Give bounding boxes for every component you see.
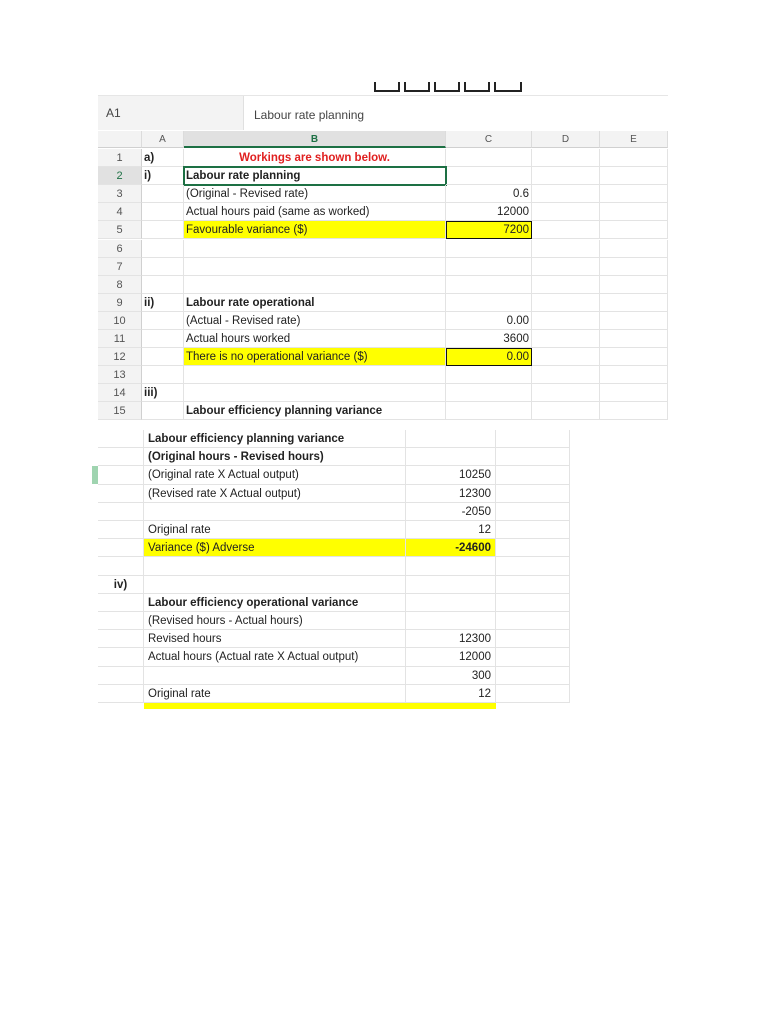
- cell-b[interactable]: (Original rate X Actual output): [144, 466, 406, 484]
- table-row: [98, 258, 668, 276]
- name-box[interactable]: A1: [98, 96, 244, 130]
- row-header[interactable]: 11: [98, 330, 142, 348]
- cell-c[interactable]: 12300: [406, 630, 496, 648]
- cell-b[interactable]: Original rate: [144, 521, 406, 539]
- cell-b[interactable]: Labour efficiency planning variance: [144, 430, 406, 448]
- cell-c[interactable]: [446, 258, 532, 276]
- cell-d[interactable]: [532, 294, 600, 312]
- cell-b[interactable]: [184, 366, 446, 384]
- column-header-c[interactable]: C: [446, 131, 532, 148]
- cell-b[interactable]: [184, 276, 446, 294]
- cell-d[interactable]: [496, 576, 570, 594]
- cell-a[interactable]: [98, 648, 144, 666]
- row-header[interactable]: 7: [98, 258, 142, 276]
- cell-a[interactable]: i): [142, 167, 184, 185]
- cell-a[interactable]: [142, 258, 184, 276]
- table-row: [98, 576, 570, 594]
- cell-c[interactable]: [446, 167, 532, 185]
- table-row: [98, 366, 668, 384]
- cell-c[interactable]: [406, 557, 496, 575]
- row-header[interactable]: 14: [98, 384, 142, 402]
- row-header[interactable]: 6: [98, 240, 142, 258]
- column-header-a[interactable]: A: [142, 131, 184, 148]
- table-row: [98, 203, 668, 221]
- cell-e[interactable]: [600, 240, 668, 258]
- row-header[interactable]: 1: [98, 149, 142, 167]
- cell-a[interactable]: [98, 503, 144, 521]
- cell-d[interactable]: [496, 503, 570, 521]
- cell-a[interactable]: [142, 240, 184, 258]
- cell-b[interactable]: Variance ($) Adverse: [144, 539, 406, 557]
- row-header[interactable]: 3: [98, 185, 142, 203]
- cell-a[interactable]: [142, 276, 184, 294]
- cell-a[interactable]: [98, 539, 144, 557]
- cell-a[interactable]: [142, 185, 184, 203]
- cell-c[interactable]: [446, 276, 532, 294]
- cell-c[interactable]: 300: [406, 667, 496, 685]
- row-header[interactable]: 12: [98, 348, 142, 366]
- formula-input[interactable]: Labour rate planning: [254, 108, 365, 122]
- table-row: [98, 221, 668, 239]
- table-row: [98, 667, 570, 685]
- table-row: [98, 312, 668, 330]
- row-header[interactable]: 2: [98, 167, 142, 185]
- table-row: [98, 448, 570, 466]
- cell-d[interactable]: [532, 185, 600, 203]
- cell-e[interactable]: [600, 294, 668, 312]
- cell-d[interactable]: [532, 348, 600, 366]
- cell-b[interactable]: [184, 258, 446, 276]
- table-row: [98, 430, 570, 448]
- cell-d[interactable]: [496, 466, 570, 484]
- cell-c[interactable]: [446, 384, 532, 402]
- table-row: [98, 240, 668, 258]
- row-header[interactable]: 15: [98, 402, 142, 420]
- cell-a[interactable]: [98, 557, 144, 575]
- corner-select-all[interactable]: [98, 131, 142, 148]
- cell-d[interactable]: [496, 612, 570, 630]
- toolbar-button[interactable]: [404, 82, 430, 92]
- row-header[interactable]: 8: [98, 276, 142, 294]
- cell-a[interactable]: [98, 630, 144, 648]
- cell-e[interactable]: [600, 312, 668, 330]
- row-header[interactable]: 4: [98, 203, 142, 221]
- cell-c[interactable]: [446, 294, 532, 312]
- cell-e[interactable]: [600, 276, 668, 294]
- table-row: [98, 402, 668, 420]
- cell-a[interactable]: [98, 430, 144, 448]
- cell-a[interactable]: a): [142, 149, 184, 167]
- cell-e[interactable]: [600, 185, 668, 203]
- cell-c[interactable]: [446, 149, 532, 167]
- cell-b[interactable]: [144, 503, 406, 521]
- table-row: [98, 485, 570, 503]
- cell-b[interactable]: (Original - Revised rate): [184, 185, 446, 203]
- table-row: [98, 630, 570, 648]
- cell-a[interactable]: [142, 348, 184, 366]
- table-row: [98, 348, 668, 366]
- table-row: [98, 521, 570, 539]
- toolbar-button[interactable]: [464, 82, 490, 92]
- cell-c[interactable]: [406, 594, 496, 612]
- cell-c[interactable]: -24600: [406, 539, 496, 557]
- cell-e[interactable]: [600, 258, 668, 276]
- cell-d[interactable]: [532, 203, 600, 221]
- cell-a[interactable]: [142, 402, 184, 420]
- cell-d[interactable]: [496, 557, 570, 575]
- table-row: [98, 503, 570, 521]
- cell-b[interactable]: Actual hours worked: [184, 330, 446, 348]
- cell-b[interactable]: There is no operational variance ($): [184, 348, 446, 366]
- cell-d[interactable]: [532, 312, 600, 330]
- toolbar-button[interactable]: [374, 82, 400, 92]
- table-row: [98, 539, 570, 557]
- cell-a[interactable]: iv): [98, 576, 144, 594]
- cell-c[interactable]: [446, 366, 532, 384]
- toolbar-button[interactable]: [494, 82, 522, 92]
- cell-a[interactable]: [98, 485, 144, 503]
- cell-d[interactable]: [496, 667, 570, 685]
- cell-c[interactable]: 12300: [406, 485, 496, 503]
- partial-highlight-row: [144, 703, 496, 709]
- cell-d[interactable]: [496, 594, 570, 612]
- cell-a[interactable]: [98, 612, 144, 630]
- cell-c[interactable]: 3600: [446, 330, 532, 348]
- cell-c[interactable]: 0.00: [446, 348, 532, 366]
- cell-c[interactable]: 12: [406, 685, 496, 703]
- cell-b[interactable]: (Actual - Revised rate): [184, 312, 446, 330]
- cell-d[interactable]: [496, 521, 570, 539]
- cell-b[interactable]: Favourable variance ($): [184, 221, 446, 239]
- cell-b[interactable]: Workings are shown below.: [184, 149, 446, 167]
- table-row: [98, 294, 668, 312]
- cell-b[interactable]: Labour efficiency operational variance: [144, 594, 406, 612]
- table-row: [98, 466, 570, 484]
- cell-d[interactable]: [496, 539, 570, 557]
- row-header[interactable]: 9: [98, 294, 142, 312]
- cell-d[interactable]: [496, 485, 570, 503]
- cell-e[interactable]: [600, 402, 668, 420]
- cell-d[interactable]: [532, 366, 600, 384]
- table-row: [98, 276, 668, 294]
- table-row: [98, 612, 570, 630]
- cell-c[interactable]: 12: [406, 521, 496, 539]
- cell-b[interactable]: Labour rate operational: [184, 294, 446, 312]
- cell-c[interactable]: 0.00: [446, 312, 532, 330]
- table-row: [98, 685, 570, 703]
- cell-d[interactable]: [532, 149, 600, 167]
- cell-d[interactable]: [496, 685, 570, 703]
- cell-b[interactable]: [144, 576, 406, 594]
- cell-b[interactable]: Revised hours: [144, 630, 406, 648]
- cell-a[interactable]: iii): [142, 384, 184, 402]
- table-row: [98, 330, 668, 348]
- cell-e[interactable]: [600, 366, 668, 384]
- cell-d[interactable]: [496, 448, 570, 466]
- cell-d[interactable]: [532, 384, 600, 402]
- cell-b[interactable]: (Revised rate X Actual output): [144, 485, 406, 503]
- table-row: [98, 594, 570, 612]
- cell-e[interactable]: [600, 348, 668, 366]
- cell-e[interactable]: [600, 330, 668, 348]
- cell-c[interactable]: 10250: [406, 466, 496, 484]
- cell-c[interactable]: [406, 430, 496, 448]
- table-row: [98, 185, 668, 203]
- cell-c[interactable]: 7200: [446, 221, 532, 239]
- cell-e[interactable]: [600, 221, 668, 239]
- cell-c[interactable]: [446, 240, 532, 258]
- table-row: [98, 384, 668, 402]
- cell-d[interactable]: [496, 630, 570, 648]
- row-header[interactable]: 10: [98, 312, 142, 330]
- cell-c[interactable]: [406, 576, 496, 594]
- cell-d[interactable]: [532, 240, 600, 258]
- cell-a[interactable]: [142, 221, 184, 239]
- cell-a[interactable]: [98, 521, 144, 539]
- cell-c[interactable]: 12000: [406, 648, 496, 666]
- cell-b[interactable]: (Revised hours - Actual hours): [144, 612, 406, 630]
- cell-a[interactable]: ii): [142, 294, 184, 312]
- cell-e[interactable]: [600, 384, 668, 402]
- cell-c[interactable]: 12000: [446, 203, 532, 221]
- cell-b[interactable]: [144, 557, 406, 575]
- cell-a[interactable]: [142, 312, 184, 330]
- row-header[interactable]: 13: [98, 366, 142, 384]
- cell-a[interactable]: [98, 466, 144, 484]
- cell-e[interactable]: [600, 149, 668, 167]
- table-row: [98, 167, 668, 185]
- cell-d[interactable]: [532, 276, 600, 294]
- row-header[interactable]: 5: [98, 221, 142, 239]
- cell-b[interactable]: Labour efficiency planning variance: [184, 402, 446, 420]
- cell-a[interactable]: [98, 448, 144, 466]
- cell-d[interactable]: [496, 648, 570, 666]
- cell-a[interactable]: [98, 667, 144, 685]
- cell-c[interactable]: [406, 448, 496, 466]
- cell-c[interactable]: [406, 612, 496, 630]
- formula-bar-area: [98, 95, 668, 132]
- cell-b[interactable]: Actual hours (Actual rate X Actual output): [144, 648, 406, 666]
- cell-a[interactable]: [142, 330, 184, 348]
- cell-b[interactable]: (Original hours - Revised hours): [144, 448, 406, 466]
- table-row: [98, 149, 668, 167]
- cell-b[interactable]: Original rate: [144, 685, 406, 703]
- cell-d[interactable]: [532, 221, 600, 239]
- toolbar-button[interactable]: [434, 82, 460, 92]
- cell-a[interactable]: [142, 366, 184, 384]
- cell-d[interactable]: [532, 402, 600, 420]
- cell-c[interactable]: 0.6: [446, 185, 532, 203]
- column-header-b[interactable]: B: [184, 131, 446, 148]
- cell-d[interactable]: [532, 330, 600, 348]
- table-row: [98, 557, 570, 575]
- cell-c[interactable]: [446, 402, 532, 420]
- cell-b[interactable]: [184, 240, 446, 258]
- cell-d[interactable]: [532, 167, 600, 185]
- cell-b[interactable]: Labour rate planning: [184, 167, 446, 185]
- cell-c[interactable]: -2050: [406, 503, 496, 521]
- cell-e[interactable]: [600, 167, 668, 185]
- cell-d[interactable]: [532, 258, 600, 276]
- cell-d[interactable]: [496, 430, 570, 448]
- cell-b[interactable]: Actual hours paid (same as worked): [184, 203, 446, 221]
- cell-b[interactable]: [144, 667, 406, 685]
- cell-a[interactable]: [98, 685, 144, 703]
- cell-a[interactable]: [98, 594, 144, 612]
- cell-e[interactable]: [600, 203, 668, 221]
- cell-b[interactable]: [184, 384, 446, 402]
- table-row: [98, 648, 570, 666]
- column-header-d[interactable]: D: [532, 131, 600, 148]
- cell-a[interactable]: [142, 203, 184, 221]
- column-header-e[interactable]: E: [600, 131, 668, 148]
